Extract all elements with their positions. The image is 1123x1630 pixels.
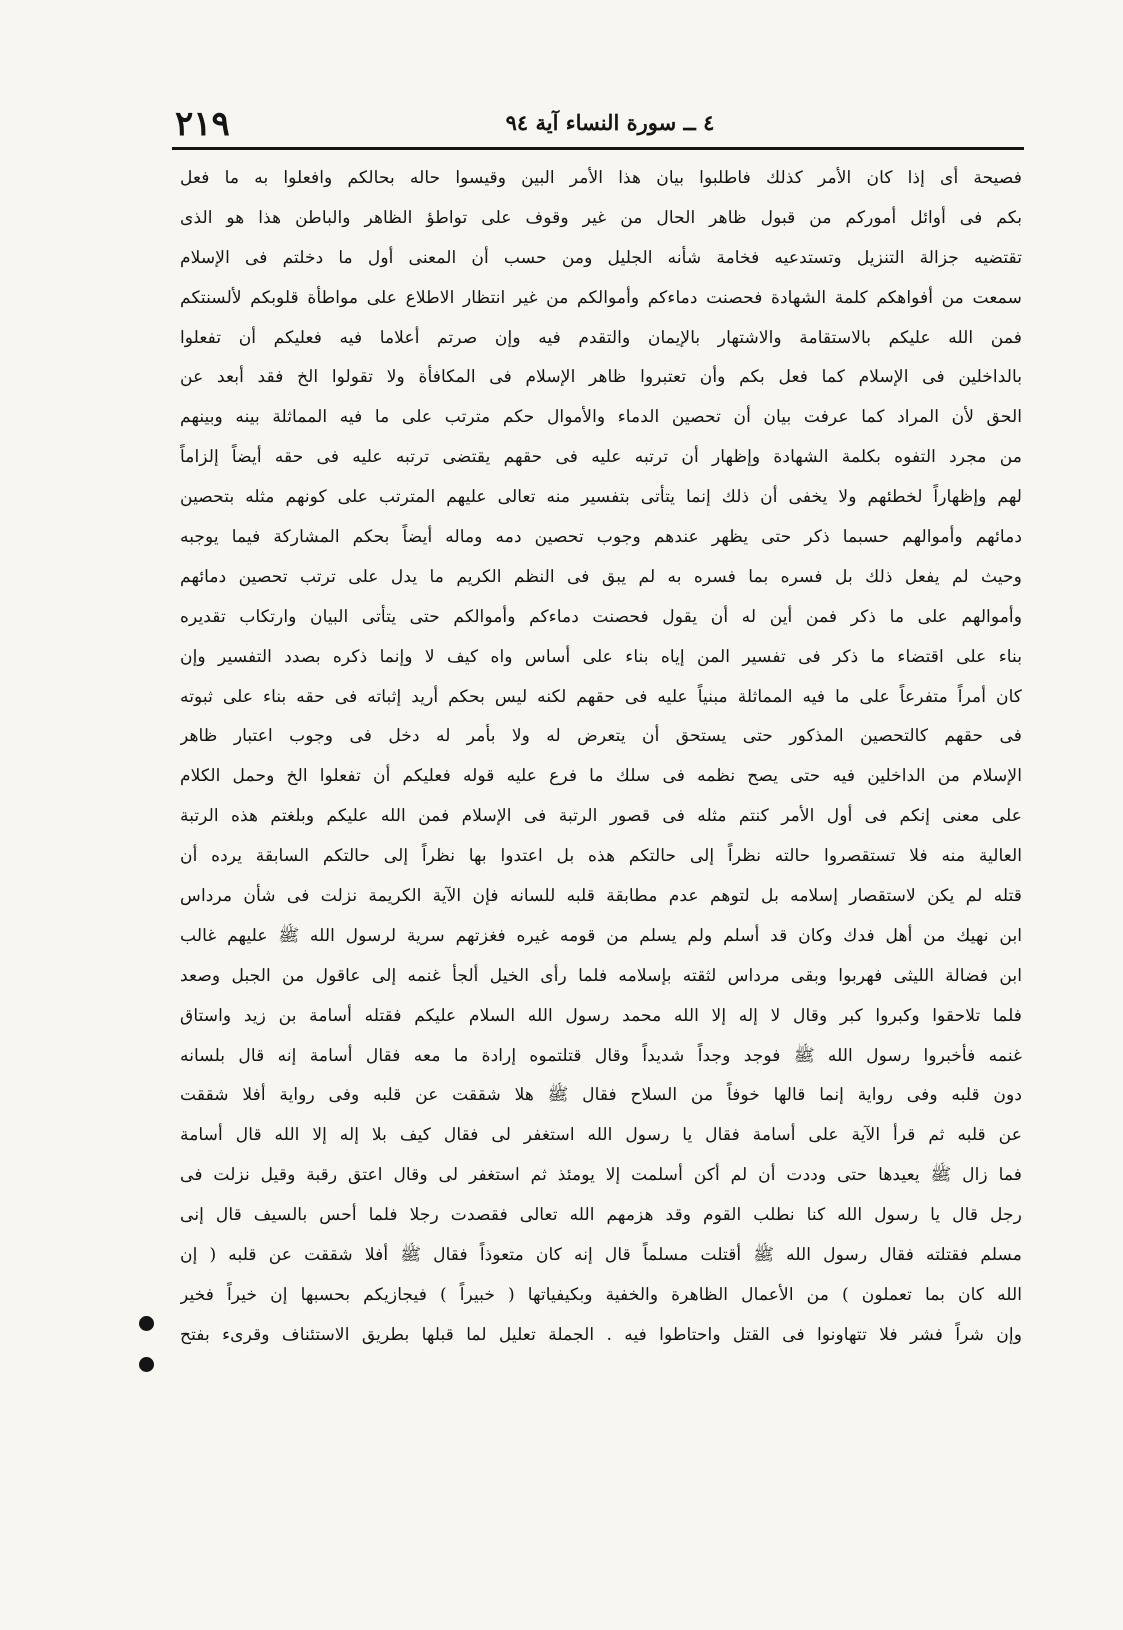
text-line: فما زال ﷺ يعيدها حتى وددت أن لم أكن أسلمت إلا يومئذ ثم استغفر لى وقال اعتق رقبة وقيل نزلت فى: [180, 1165, 1022, 1186]
text-line: لهم وإظهاراً لخطئهم ولا يخفى أن ذلك إنما يتأتى بتفسير منه تعالى عليهم المترتب على كونهم مثله بتحصين: [180, 487, 1022, 508]
text-line: مسلم فقتلته فقال رسول الله ﷺ أقتلت مسلماً قال إنه كان متعوذاً فقال ﷺ أفلا شققت عن قلبه ( إن: [180, 1245, 1022, 1266]
text-line: بالداخلين فى الإسلام كما فعل بكم وأن تعتبروا ظاهر الإسلام فى المكافأة ولا تقولوا الخ فقد أبعد عن: [180, 367, 1022, 388]
header-rule: [172, 147, 1024, 150]
text-line: رجل قال يا رسول الله كنا نطلب القوم وقد هزمهم الله تعالى فقصدت رجلا فلما أحس بالسيف قال إنى: [180, 1205, 1022, 1226]
running-head: ٤ ــ سورة النساء آية ٩٤: [505, 110, 715, 135]
text-line: بكم فى أوائل أموركم من قبول ظاهر الحال من غير وقوف على تواطؤ الظاهر والباطن هذا هو الذى: [180, 207, 1022, 228]
text-line: غنمه فأخبروا رسول الله ﷺ فوجد وجداً شديداً وقال قتلتموه إرادة ما معه فقال أسامة إنه قال بلسانه: [180, 1045, 1022, 1066]
text-line: كان أمراً متفرعاً على ما فيه المماثلة مبنياً عليه فى حقهم لكنه ليس بحكم أريد إثباته فى حقه بناء على ثبوته: [180, 686, 1022, 707]
text-line: فى حقهم كالتحصين المذكور حتى يستحق أن يتعرض له ولا بأمر له دخل فى وجوب اعتبار ظاهر: [180, 726, 1022, 747]
text-line: دون قلبه وفى رواية إنما قالها خوفاً من السلاح فقال ﷺ هلا شققت عن قلبه وفى رواية أفلا شققت: [180, 1085, 1022, 1106]
text-line: ابن نهيك من أهل فدك وكان قد أسلم ولم يسلم من قومه غيره فغزتهم سرية لرسول الله ﷺ عليهم غالب: [180, 925, 1022, 946]
text-line: قتله لم يكن لاستقصار إسلامه بل لتوهم عدم مطابقة قلبه للسانه فإن الآية الكريمة نزلت فى شأن مرداس: [180, 886, 1022, 907]
text-line: من مجرد التفوه بكلمة الشهادة وإظهار أن ترتبه عليه فى حقهم يقتضى ترتبه عليه فى حقه أيضاً إلزاماً: [180, 447, 1022, 468]
text-line: على معنى إنكم فى أول الأمر كنتم مثله فى قصور الرتبة فى الإسلام فمن الله عليكم وبلغتم هذه الرتبة: [180, 806, 1022, 827]
page-number: ٢١٩: [175, 104, 230, 144]
text-line: عن قلبه ثم قرأ الآية على أسامة فقال يا رسول الله استغفر لى فقال كيف بلا إله إلا الله قال أسامة: [180, 1125, 1022, 1146]
text-line: وحيث لم يفعل ذلك بل فسره بما فسره به لم يبق فى النظم الكريم ما يدل على ترتب تحصين دمائهم: [180, 566, 1022, 587]
text-line: الله كان بما تعملون ) من الأعمال الظاهرة والخفية وبكيفياتها ( خبيراً ) فيجازيكم بحسبها إن خيراً فخير: [180, 1284, 1022, 1305]
text-line: وأموالهم على ما ذكر فمن أين له أن يقول فحصنت دماءكم وأموالكم حتى يتأتى البيان وارتكاب تقديره: [180, 606, 1022, 627]
text-line: الإسلام من الداخلين فيه حتى يصح نظمه فى سلك ما فرع عليه قوله فعليكم أن تفعلوا الخ وحمل الكلام: [180, 766, 1022, 787]
text-line: فمن الله عليكم بالاستقامة والاشتهار بالإيمان والتقدم فيه وإن صرتم أعلاما فيه فعليكم أن تفعلوا: [180, 327, 1022, 348]
text-line: ابن فضالة الليثى فهربوا وبقى مرداس لثقته بإسلامه فلما رأى الخيل ألجأ غنمه إلى عاقول من الجبل وصعد: [180, 965, 1022, 986]
text-line: العالية منه فلا تستقصروا حالته نظراً إلى حالتكم هذه بل اعتدوا بها نظراً إلى حالتكم السابقة يرده أن: [180, 846, 1022, 867]
text-line: فصيحة أى إذا كان الأمر كذلك فاطلبوا بيان هذا الأمر البين وقيسوا حاله بحالكم وافعلوا به ما فعل: [180, 168, 1022, 188]
text-line: تقتضيه جزالة التنزيل وتستدعيه فخامة شأنه الجليل ومن حسب أن المعنى أول ما دخلتم فى الإسلام: [180, 247, 1022, 268]
bullet-marker: [139, 1316, 154, 1331]
bullet-marker: [139, 1357, 154, 1372]
text-line: دمائهم وأموالهم حسبما ذكر حتى يظهر عندهم وجوب تحصين دمه وماله أيضاً بحكم المشاركة فيما يوجبه: [180, 527, 1022, 548]
body-text: [180, 159, 1022, 1356]
text-line: فلما تلاحقوا وكبروا كبر وقال لا إله إلا الله محمد رسول الله السلام عليكم فقتله أسامة بن زيد واستاق: [180, 1005, 1022, 1026]
text-line: بناء على اقتضاء ما ذكر فى تفسير المن إياه بناء على أساس واه كيف لا وإنما ذكره بصدد التفسير وإن: [180, 646, 1022, 667]
text-line: وإن شراً فشر فلا تتهاونوا فى القتل واحتاطوا فيه . الجملة تعليل لما قبلها بطريق الاستئناف وقرىء بفتح: [180, 1324, 1022, 1345]
text-line: الحق لأن المراد كما عرفت بيان أن تحصين الدماء والأموال حكم مترتب على ما فيه المماثلة بينه وبينهم: [180, 407, 1022, 428]
text-line: سمعت من أفواهكم كلمة الشهادة فحصنت دماءكم وأموالكم من غير انتظار الاطلاع على مواطأة قلوبكم لألسنتكم: [180, 287, 1022, 308]
